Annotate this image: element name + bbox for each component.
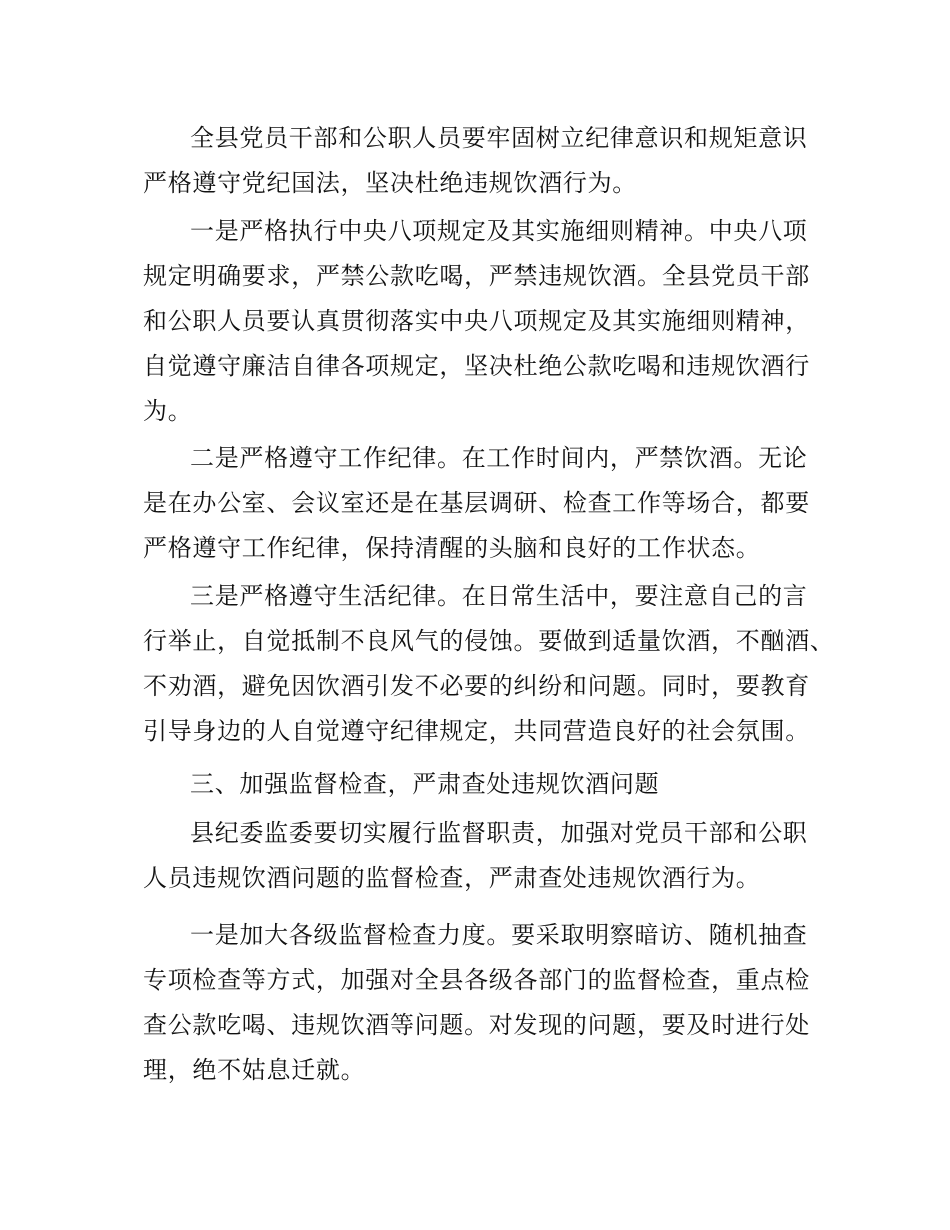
text-line: 是在办公室、会议室还是在基层调研、检查工作等场合，都要 — [143, 489, 810, 517]
text-line: 为。 — [143, 397, 193, 425]
text-line: 引导身边的人自觉遵守纪律规定，共同营造良好的社会氛围。 — [143, 717, 810, 745]
text-line: 一是加大各级监督检查力度。要采取明察暗访、随机抽查 — [190, 921, 808, 949]
text-line: 规定明确要求，严禁公款吃喝，严禁违规饮酒。全县党员干部 — [143, 262, 810, 290]
text-line: 人员违规饮酒问题的监督检查，严肃查处违规饮酒行为。 — [143, 864, 761, 892]
paragraph-point-1 — [143, 209, 843, 434]
paragraph-intro — [143, 116, 843, 206]
paragraph-point-3 — [143, 574, 843, 754]
heading-text: 三、加强监督检查，严肃查处违规饮酒问题 — [190, 770, 660, 798]
text-line: 查公款吃喝、违规饮酒等问题。对发现的问题，要及时进行处 — [143, 1011, 810, 1039]
text-line: 不劝酒，避免因饮酒引发不必要的纠纷和问题。同时，要教育 — [143, 672, 810, 700]
paragraph-supervision — [143, 811, 843, 901]
paragraph-inspection — [143, 913, 843, 1093]
text-line: 县纪委监委要切实履行监督职责，加强对党员干部和公职 — [190, 819, 808, 847]
text-line: 自觉遵守廉洁自律各项规定，坚决杜绝公款吃喝和违规饮酒行 — [143, 352, 810, 380]
text-line: 一是严格执行中央八项规定及其实施细则精神。中央八项 — [190, 217, 808, 245]
text-line: 全县党员干部和公职人员要牢固树立纪律意识和规矩意识 — [190, 124, 808, 152]
text-line: 专项检查等方式，加强对全县各级各部门的监督检查，重点检 — [143, 966, 810, 994]
section-heading — [143, 762, 843, 807]
text-line: 行举止，自觉抵制不良风气的侵蚀。要做到适量饮酒，不酗酒、 — [143, 627, 835, 655]
text-line: 严格遵守党纪国法，坚决杜绝违规饮酒行为。 — [143, 169, 637, 197]
text-line: 理，绝不姑息迁就。 — [143, 1056, 366, 1084]
text-line: 二是严格遵守工作纪律。在工作时间内，严禁饮酒。无论 — [190, 444, 808, 472]
text-line: 三是严格遵守生活纪律。在日常生活中，要注意自己的言 — [190, 582, 808, 610]
text-line: 严格遵守工作纪律，保持清醒的头脑和良好的工作状态。 — [143, 534, 761, 562]
paragraph-point-2 — [143, 436, 843, 571]
text-line: 和公职人员要认真贯彻落实中央八项规定及其实施细则精神， — [143, 307, 810, 335]
